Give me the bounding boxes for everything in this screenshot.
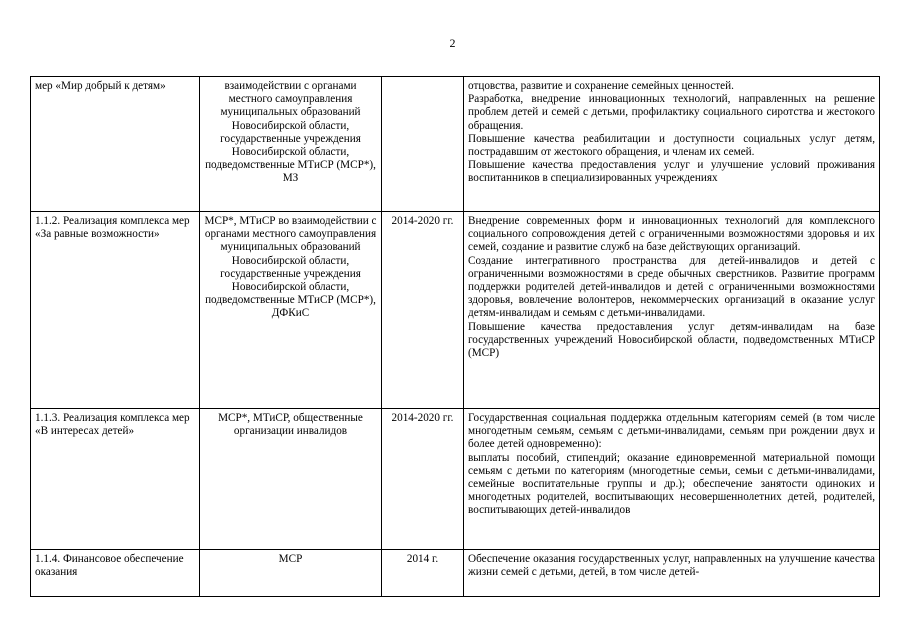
executors-cell: взаимодействии с органами местного самоуправления муниципальных образований Новосибирской области, государственные учреждения Новосибирской области, подведомственные МТиСР (МСР*), МЗ (200, 77, 382, 212)
measure-name-cell: 1.1.3. Реализация комплекса мер «В интересах детей» (31, 409, 200, 550)
period-cell: 2014-2020 гг. (382, 409, 464, 550)
results-cell (464, 77, 880, 212)
measure-name-cell: мер «Мир добрый к детям» (31, 77, 200, 212)
results-cell (464, 409, 880, 550)
result-paragraph: Создание интегративного пространства для детей-инвалидов и детей с ограниченными возможностями в среде обычных сверстников. Развитие программ поддержки родителей детей-инвалидов и детей с ограниченными возможностями здоровья, вовлечение волонтеров, некоммерческих организаций в оказание услуг детям-инвалидам и семьям с детьми-инвалидами. (468, 254, 875, 320)
table-row (31, 409, 880, 550)
measure-name-cell: 1.1.2. Реализация комплекса мер «За равные возможности» (31, 212, 200, 409)
page-number: 2 (449, 36, 456, 50)
result-paragraph: Государственная социальная поддержка отдельным категориям семей (в том числе многодетным семьям, семьям с детьми-инвалидами, семьям при рождении двух и более детей одновременно): (468, 412, 875, 451)
program-table (30, 76, 880, 597)
executors-cell: МСР (200, 550, 382, 597)
result-paragraph: Разработка, внедрение инновационных технологий, направленных на решение проблем детей и семей с детьми, профилактику социального сиротства и жестокого обращения. (468, 93, 875, 132)
period-cell: 2014-2020 гг. (382, 212, 464, 409)
results-cell (464, 550, 880, 597)
result-paragraph: Внедрение современных форм и инновационных технологий для комплексного социального сопровождения детей с ограниченными возможностями здоровья и их семей, создание и развитие служб на базе действующих организаций. (468, 215, 875, 254)
results-cell (464, 212, 880, 409)
result-paragraph: Повышение качества предоставления услуг детям-инвалидам на базе государственных учреждений Новосибирской области, подведомственных МТиСР (МСР) (468, 320, 875, 360)
result-paragraph: Обеспечение оказания государственных услуг, направленных на улучшение качества жизни семей с детьми, детей, в том числе детей- (468, 553, 875, 579)
table-row (31, 212, 880, 409)
result-paragraph: Повышение качества реабилитации и доступности социальных услуг детям, пострадавшим от жестокого обращения, и членам их семей. (468, 132, 875, 159)
table-row (31, 77, 880, 212)
measure-name-cell: 1.1.4. Финансовое обеспечение оказания (31, 550, 200, 597)
result-paragraph: выплаты пособий, стипендий; оказание единовременной материальной помощи семьям с детьми по категориям (многодетные семьи, семьи с детьми-инвалидами, семейные воспитательные группы и др.); обеспечение занятости одиноких и многодетных родителей, воспитывающих несовершеннолетних детей, родителей, воспитывающих детей-инвалидов (468, 451, 875, 517)
period-cell: 2014 г. (382, 550, 464, 597)
period-cell (382, 77, 464, 212)
table-row (31, 550, 880, 597)
result-paragraph: Повышение качества предоставления услуг и улучшение условий проживания воспитанников в специализированных учреждениях (468, 159, 875, 185)
result-paragraph: отцовства, развитие и сохранение семейных ценностей. (468, 80, 734, 92)
executors-cell: МСР*, МТиСР, общественные организации инвалидов (200, 409, 382, 550)
executors-cell: МСР*, МТиСР во взаимодействии с органами местного самоуправления муниципальных образований Новосибирской области, государственные учреждения Новосибирской области, подведомственные МТиСР (МСР*), ДФКиС (200, 212, 382, 409)
